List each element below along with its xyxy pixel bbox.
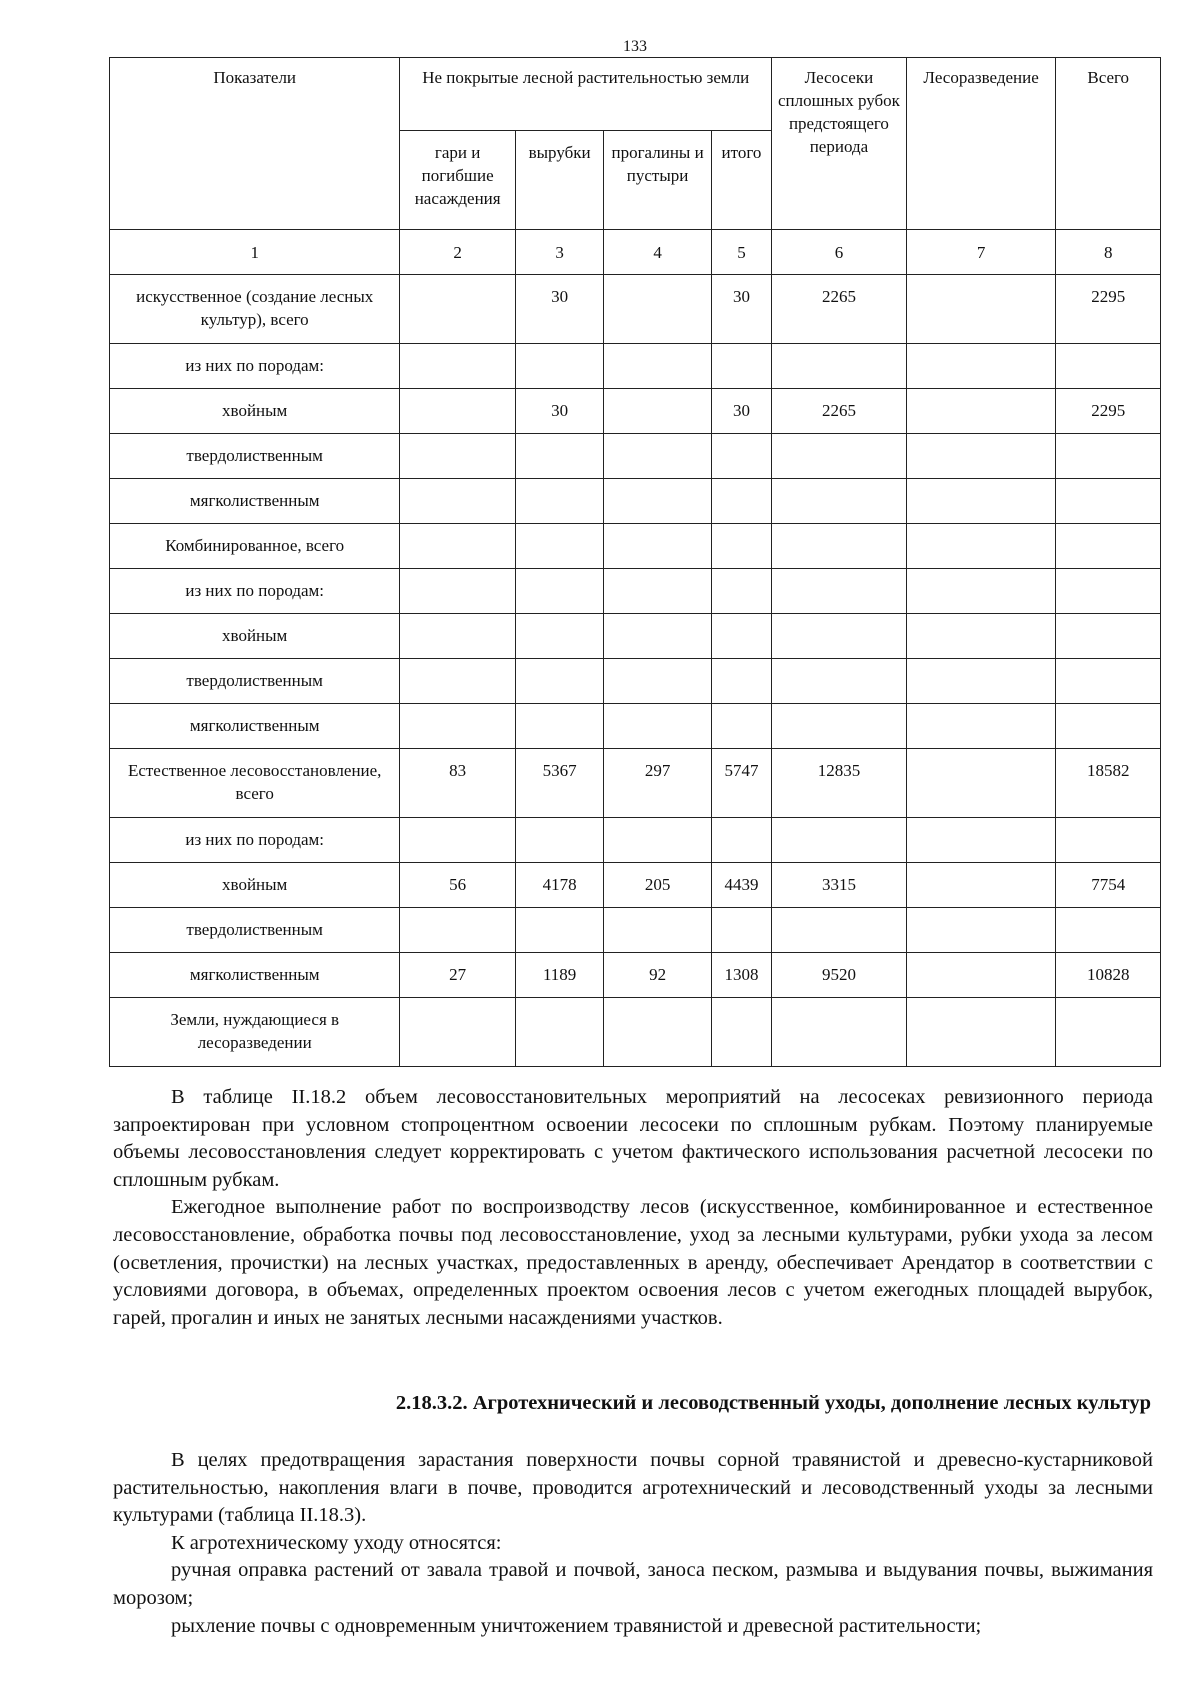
table-cell <box>906 434 1056 479</box>
table-cell <box>906 818 1056 863</box>
row-label: твердолиственным <box>110 434 400 479</box>
table-cell: 30 <box>711 275 771 344</box>
paragraph: В таблице II.18.2 объем лесовосстановительных мероприятий на лесосеках ревизионного периода запроектирован при условном стопроцентном освоении лесосеки по сплошным рубкам. Поэтому планируемые объемы лесовосстановления следует корректировать с учетом фактического использования расчетной лесосеки по сплошным рубкам. <box>113 1086 1153 1191</box>
paragraph: Ежегодное выполнение работ по воспроизводству лесов (искусственное, комбинированное и естественное лесовосстановление, обработка почвы под лесовосстановление, уход за лесными культурами, рубки ухода за лесом (осветления, прочистки) на лесных участках, предоставленных в аренду, обеспечивает Арендатор в соответствии с условиями договора, в объемах, определенных проектом освоения лесов с учетом ежегодных площадей вырубок, гарей, прогалин и иных не занятых лесными насаждениями участков. <box>113 1196 1153 1329</box>
table-cell <box>711 659 771 704</box>
table-cell: 2265 <box>772 275 907 344</box>
row-label: мягколиственным <box>110 479 400 524</box>
table-cell: 30 <box>515 275 603 344</box>
table-cell <box>515 998 603 1067</box>
table-cell <box>515 704 603 749</box>
table-cell <box>400 344 516 389</box>
table-cell <box>711 704 771 749</box>
table-cell <box>604 998 712 1067</box>
row-label: хвойным <box>110 614 400 659</box>
table-cell <box>906 389 1056 434</box>
table-cell <box>515 614 603 659</box>
table-cell <box>604 389 712 434</box>
table-cell <box>772 434 907 479</box>
table-cell <box>515 344 603 389</box>
table-cell <box>772 614 907 659</box>
table-cell <box>711 818 771 863</box>
table-cell <box>772 344 907 389</box>
table-cell: 12835 <box>772 749 907 818</box>
header-cuttings: вырубки <box>515 131 603 230</box>
table-cell <box>906 863 1056 908</box>
table-cell <box>604 818 712 863</box>
table-cell <box>1056 344 1161 389</box>
table-cell <box>906 659 1056 704</box>
row-label: хвойным <box>110 863 400 908</box>
table-cell <box>906 275 1056 344</box>
table-cell <box>711 524 771 569</box>
row-label: Естественное лесовосстановление, всего <box>110 749 400 818</box>
table-cell <box>906 344 1056 389</box>
table-cell <box>906 569 1056 614</box>
table-cell <box>400 524 516 569</box>
table-cell: 2295 <box>1056 389 1161 434</box>
table-cell <box>604 704 712 749</box>
table-cell <box>400 614 516 659</box>
table-cell <box>515 569 603 614</box>
table-cell <box>1056 704 1161 749</box>
table-cell: 5747 <box>711 749 771 818</box>
table-cell <box>604 908 712 953</box>
table-cell <box>1056 569 1161 614</box>
table-cell <box>604 524 712 569</box>
table-header <box>110 58 1161 275</box>
table-cell <box>906 908 1056 953</box>
table-cell <box>1056 998 1161 1067</box>
table-cell <box>711 434 771 479</box>
table-body <box>110 275 1161 1067</box>
table-cell <box>772 479 907 524</box>
header-subtotal: итого <box>711 131 771 230</box>
table-row <box>110 749 1161 818</box>
row-label: Земли, нуждающиеся в лесоразведении <box>110 998 400 1067</box>
table-cell <box>400 569 516 614</box>
table-cell: 92 <box>604 953 712 998</box>
column-number: 8 <box>1056 230 1161 275</box>
column-number: 7 <box>906 230 1056 275</box>
column-number: 3 <box>515 230 603 275</box>
table-cell <box>906 479 1056 524</box>
table-row <box>110 953 1161 998</box>
table-cell <box>1056 818 1161 863</box>
table-row <box>110 818 1161 863</box>
row-label: искусственное (создание лесных культур), всего <box>110 275 400 344</box>
table-cell <box>711 614 771 659</box>
row-label: Комбинированное, всего <box>110 524 400 569</box>
table-cell: 27 <box>400 953 516 998</box>
table-cell <box>400 659 516 704</box>
table-cell <box>400 908 516 953</box>
row-label: твердолиственным <box>110 908 400 953</box>
table-row <box>110 344 1161 389</box>
table-cell <box>604 569 712 614</box>
table-cell <box>400 704 516 749</box>
column-number: 2 <box>400 230 516 275</box>
table-cell: 7754 <box>1056 863 1161 908</box>
table-cell <box>772 659 907 704</box>
table-cell: 30 <box>711 389 771 434</box>
table-cell: 4178 <box>515 863 603 908</box>
table-cell: 2265 <box>772 389 907 434</box>
table-cell <box>711 479 771 524</box>
header-glades: прогалины и пустыри <box>604 131 712 230</box>
table-cell: 1189 <box>515 953 603 998</box>
table-cell <box>711 344 771 389</box>
table-cell <box>515 524 603 569</box>
table-cell <box>515 659 603 704</box>
table-cell <box>711 998 771 1067</box>
table-cell <box>515 908 603 953</box>
table-cell <box>906 614 1056 659</box>
table-cell: 30 <box>515 389 603 434</box>
table-cell <box>772 908 907 953</box>
table-row <box>110 704 1161 749</box>
table-cell <box>604 614 712 659</box>
table-row <box>110 275 1161 344</box>
header-burnt: гари и погибшие насаждения <box>400 131 516 230</box>
table-cell <box>604 479 712 524</box>
table-cell <box>604 659 712 704</box>
paragraph: рыхление почвы с одновременным уничтожением травянистой и древесной растительности; <box>171 1614 982 1637</box>
table-cell <box>1056 434 1161 479</box>
paragraph: ручная оправка растений от завала травой и почвой, заноса песком, размыва и выдувания почвы, выжимания морозом; <box>113 1559 1153 1609</box>
row-label: из них по породам: <box>110 344 400 389</box>
header-afforestation: Лесоразведение <box>906 58 1056 230</box>
table-row <box>110 524 1161 569</box>
table-cell <box>906 749 1056 818</box>
paragraph: К агротехническому уходу относятся: <box>171 1531 502 1554</box>
table-cell <box>772 818 907 863</box>
table-cell <box>711 569 771 614</box>
header-total: Всего <box>1056 58 1161 230</box>
column-number: 5 <box>711 230 771 275</box>
table-cell <box>772 998 907 1067</box>
table-cell <box>1056 479 1161 524</box>
table-cell <box>906 953 1056 998</box>
section-paragraphs <box>113 1447 1153 1640</box>
table-cell <box>400 998 516 1067</box>
table-cell <box>604 275 712 344</box>
table-row <box>110 863 1161 908</box>
table-cell <box>400 818 516 863</box>
table-cell <box>515 479 603 524</box>
table-cell <box>1056 659 1161 704</box>
table-cell <box>772 704 907 749</box>
table-cell: 3315 <box>772 863 907 908</box>
table-cell: 1308 <box>711 953 771 998</box>
reforestation-table <box>109 57 1161 1067</box>
column-number-row <box>110 230 1161 275</box>
table-cell: 18582 <box>1056 749 1161 818</box>
table-cell <box>604 434 712 479</box>
table-cell <box>711 908 771 953</box>
table-cell <box>400 389 516 434</box>
header-unforested-lands: Не покрытые лесной растительностью земли <box>400 58 772 131</box>
table-row <box>110 908 1161 953</box>
row-label: мягколиственным <box>110 953 400 998</box>
table-cell <box>604 344 712 389</box>
table-row <box>110 659 1161 704</box>
table-cell: 2295 <box>1056 275 1161 344</box>
paragraph: В целях предотвращения зарастания поверхности почвы сорной травянистой и древесно-кустарниковой растительностью, накопления влаги в почве, проводится агротехнический и лесоводственный уходы за лесными культурами (таблица II.18.3). <box>113 1449 1153 1527</box>
table-cell <box>1056 524 1161 569</box>
table-row <box>110 569 1161 614</box>
row-label: твердолиственным <box>110 659 400 704</box>
table-cell: 56 <box>400 863 516 908</box>
table-cell <box>772 524 907 569</box>
table-row <box>110 434 1161 479</box>
header-clearcut-areas: Лесосеки сплошных рубок предстоящего периода <box>772 58 907 230</box>
intro-paragraphs <box>113 1084 1153 1332</box>
table-cell <box>1056 908 1161 953</box>
table-cell: 83 <box>400 749 516 818</box>
column-number: 6 <box>772 230 907 275</box>
row-label: хвойным <box>110 389 400 434</box>
table-cell <box>400 275 516 344</box>
table-cell <box>906 524 1056 569</box>
column-number: 1 <box>110 230 400 275</box>
column-number: 4 <box>604 230 712 275</box>
table-cell: 9520 <box>772 953 907 998</box>
table-cell <box>906 704 1056 749</box>
table-cell: 297 <box>604 749 712 818</box>
table-row <box>110 389 1161 434</box>
page-number: 133 <box>623 38 647 55</box>
table-cell <box>400 479 516 524</box>
table-row <box>110 614 1161 659</box>
section-heading: 2.18.3.2. Агротехнический и лесоводственный уходы, дополнение лесных культур <box>395 1392 1151 1414</box>
table-cell: 4439 <box>711 863 771 908</box>
table-cell <box>906 998 1056 1067</box>
table-row <box>110 998 1161 1067</box>
table-cell: 205 <box>604 863 712 908</box>
header-indicators: Показатели <box>110 58 400 230</box>
table-cell: 10828 <box>1056 953 1161 998</box>
row-label: из них по породам: <box>110 818 400 863</box>
table-cell <box>515 434 603 479</box>
table-cell <box>1056 614 1161 659</box>
row-label: из них по породам: <box>110 569 400 614</box>
table-cell: 5367 <box>515 749 603 818</box>
table-cell <box>515 818 603 863</box>
table-cell <box>772 569 907 614</box>
table-cell <box>400 434 516 479</box>
table-row <box>110 479 1161 524</box>
row-label: мягколиственным <box>110 704 400 749</box>
